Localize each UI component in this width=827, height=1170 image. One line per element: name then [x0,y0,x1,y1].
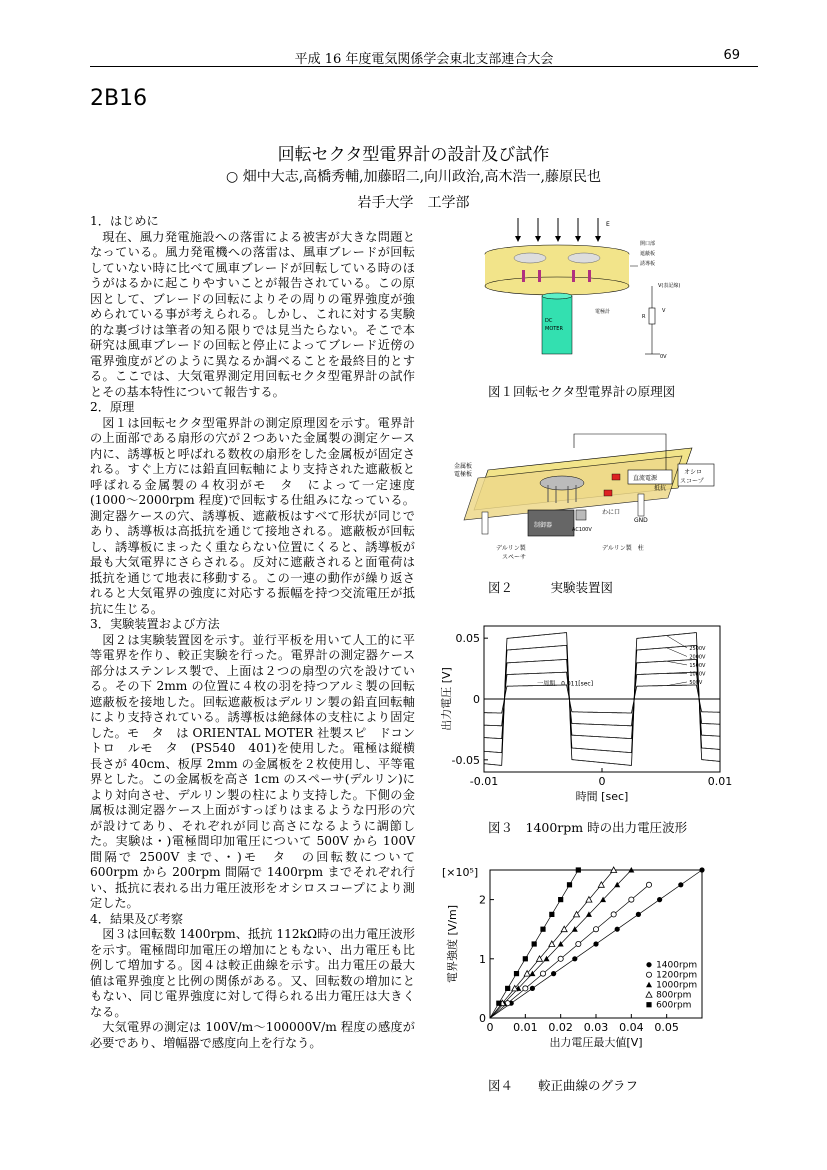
paragraph: 図１は回転セクタ型電界計の測定原理図を示す。電界計の上面部である扇形の穴が２つあいた金属製の測定ケース内に、誘導板と呼ばれる数枚の扇形をした金属板が固定される。すぐ上方には鉛直回転軸により支持された遮蔽板と呼ばれる金属製の４枚羽がモ タ によって一定速度(1000～2000rpm 程度)で回転する仕組みになっている。測定器ケースの穴、誘導板、遮蔽板はすべて形状が同じであり、誘導板は高抵抗を通じて接地される。遮蔽板が回転し、誘導板にまったく重ならない位置にくると、誘導板が最も大気電界にさらされる。反対に遮蔽されると面電荷は抵抗を通じて地表に移動する。この一連の動作が繰り返されると大気電界の強度に対応する振幅を持つ交流電圧が抵抗に生じる。 [90,415,415,616]
data-point [657,897,662,902]
data-point [611,912,616,917]
x-tick-label: 0.01 [513,1021,538,1034]
induct-label: 誘導板 [640,261,656,267]
paragraph: 大気電界の測定は 100V/m～100000V/m 程度の感度が必要であり、増幅器で感度向上を行なう。 [90,1020,415,1050]
x-tick-label: -0.01 [469,775,499,788]
legend-label: 800rpm [656,990,692,1001]
data-point [576,867,581,872]
pillar-label: デルリン製 柱 [602,545,644,552]
spacer-label: スペーサ [502,554,527,561]
y-axis-label: 出力電圧 [V] [440,667,453,731]
y-multiplier: [×10⁵] [442,866,479,879]
series-label: 2000V [689,654,706,661]
data-point [636,912,641,917]
series-label: 500V [689,679,703,686]
data-point [558,897,563,902]
controller-label: 制御器 [534,522,553,529]
x-axis-label: 時間 [sec] [575,790,629,803]
series-label: 1500V [689,662,706,669]
data-point [505,986,510,991]
x-tick-label: 0.02 [548,1021,573,1034]
data-point [530,986,535,991]
y-tick-label: 1 [479,952,486,966]
figure-4-caption: 図４ 較正曲線のグラフ [488,1078,639,1093]
y-tick-label: 0 [479,1012,486,1025]
v-label: V(表記線) [658,283,681,289]
plate-label: 電極板 [454,471,473,478]
osc-label: オシロ [684,469,703,476]
data-point [572,956,577,961]
data-point [678,882,683,887]
motor-label: MOTER [545,326,563,332]
data-point [549,912,554,917]
data-point [629,897,634,902]
page-header [90,46,758,67]
paragraph: 図２は実験装置図を示す。並行平板を用いて人工的に平等電界を作り、較正実験を行った。電界計の測定器ケース部分はステンレス製で、上面は２つの扇型の穴を設けている。その下 2mm の位置に４枚の羽を持つアルミ製の回転遮蔽板を接地した。回転遮蔽板はデルリン製の鉛直回転軸により支持されている。誘導板は絶縁体の支柱により固定した。モ タ は ORIENTAL MOTER 社製スピ ドコントロ ルモ タ (PS540 401)を使用した。電極は縦横長さが 40cm、板厚 2mm の金属板を２枚使用し、平等電界とした。この金属板を高さ 1cm のスペーサ(デルリン)により対向させ、デルリン製の柱により支持した。下側の金属板は測定器ケース上面がすっぽりはまるような円形の穴が設けてあり、それぞれが同じ高さになるように調節した。実験は・)電極間印加電圧について 500V から 100V 間隔で 2500V まで、・)モ タ の回転数について 600rpm から 200rpm 間隔で 1400rpm までそれぞれ行い、抵抗に表れる出力電圧波形をオシロスコープにより測定した。 [90,632,415,910]
gnd-label: 0V [660,354,667,360]
paper-code: 2B16 [90,86,148,111]
shield-blade [568,253,600,263]
section-heading: 3．実験装置および方法 [90,617,220,631]
plate-label: 金属板 [454,463,473,470]
data-point [567,882,572,887]
y-axis-label: 電界強度 [V/m] [446,904,459,984]
motor-body [542,296,572,354]
data-point [523,956,528,961]
author-list: ○ 畑中大志,高橋秀輔,加藤昭二,向川政治,高木浩一,藤原民也 [226,169,601,185]
meter-label: 電極計 [595,309,611,315]
legend-label: 600rpm [656,1000,692,1011]
figure-3-caption: 図３ 1400rpm 時の出力電圧波形 [488,820,688,835]
figure-3-chart [436,620,733,805]
vy-label: V [662,308,666,314]
ac-label: AC100V [572,527,592,533]
legend-label: 1200rpm [656,970,698,981]
figure-1-caption: 図１回転セクタ型電界計の原理図 [488,384,676,399]
data-point [532,941,537,946]
y-tick-label: -0.05 [451,753,480,767]
figure-4-chart [440,862,720,1057]
data-point [551,971,556,976]
x-tick-label: 0 [598,775,606,788]
figure-1-diagram [480,214,695,374]
x-tick-label: 0.03 [583,1021,609,1034]
legend-label: 1400rpm [656,960,698,971]
data-point [558,956,563,961]
paragraph: 図３は回転数 1400rpm、抵抗 112kΩ時の出力電圧波形を示す。電極間印加電圧の増加にともない、出力電圧も比例して増加する。図４は較正曲線を示す。出力電圧の最大値は電界強度と比例の関係がある。又、回転数の増加にともない、同じ電界強度に対して得られる出力電圧は大きくなる。 [90,927,415,1019]
section-heading: 4．結果及び考察 [90,911,184,926]
data-point [540,927,545,932]
affiliation: 岩手大学 工学部 [357,195,470,211]
hv-label: 直流電源 [633,475,658,482]
legend-label: 1000rpm [656,980,698,991]
shield-label: 遮蔽板 [640,251,656,257]
section-heading: 2．原理 [90,400,135,414]
data-point [699,867,704,872]
page-number: 69 [723,48,740,63]
data-point [576,941,581,946]
data-point [646,972,651,977]
r-label: R [642,314,646,320]
data-point [646,962,651,967]
res-label: 抵抗 [654,485,667,492]
y-tick-label: 0 [473,693,480,706]
motor-label: DC [545,318,553,324]
period-annotation: 一周期 0.011[sec] [537,680,594,688]
x-tick-label: 0.04 [619,1021,644,1034]
figure-2-diagram [452,430,722,570]
data-point [646,1002,651,1007]
data-point [593,927,598,932]
resistor [649,308,655,324]
body-text [90,214,415,1051]
data-point [540,971,545,976]
series-label: 2500V [689,645,706,652]
y-tick-label: 2 [479,893,486,907]
data-point [496,1001,501,1006]
spacer-label: デルリン製 [496,545,526,552]
x-tick-label: 0.05 [654,1021,679,1034]
conference-title: 平成 16 年度電気関係学会東北支部連合大会 [294,52,554,67]
section-heading: 1．はじめに [90,214,159,228]
field-label: E [606,221,610,228]
shield-blade [514,253,546,263]
clip-label: わに口 [602,509,621,516]
x-tick-label: 0 [486,1021,494,1034]
hole-label: 開口部 [640,241,656,247]
y-tick-label: 0.05 [455,632,480,646]
paragraph: 現在、風力発電施設への落雷による被害が大きな問題となっている。風力発電機への落雷は、風車ブレードが回転していない時に比べて風車ブレードが回転している時のほうがはるかに起こりやすいことが報告されている。この原因として、ブレードの回転によりその周りの電界強度が強められている事が考えられる。しかし、これに対する実験的な裏づけは筆者の知る限りでは見当たらない。そこで本研究は風車ブレードの回転と停止によってブレード近傍の電界強度がどのように異なるか調べることを最終目的とする。ここでは、大気電界測定用回転セクタ型電界計の試作とその基本特性について報告する。 [90,229,415,399]
data-point [523,986,528,991]
field-arrows [518,218,598,238]
data-point [514,971,519,976]
paper-title: 回転セクタ型電界計の設計及び試作 [277,145,550,165]
data-point [646,882,651,887]
data-point [593,941,598,946]
data-point [615,927,620,932]
osc-label: スコープ [680,478,704,485]
figure-2-caption: 図２ 実験装置図 [488,580,614,595]
gnd-label: GND [634,517,648,524]
x-tick-label: 0.01 [707,775,733,788]
series-label: 1000V [689,671,706,678]
x-axis-label: 出力電圧最大値[V] [549,1036,643,1049]
